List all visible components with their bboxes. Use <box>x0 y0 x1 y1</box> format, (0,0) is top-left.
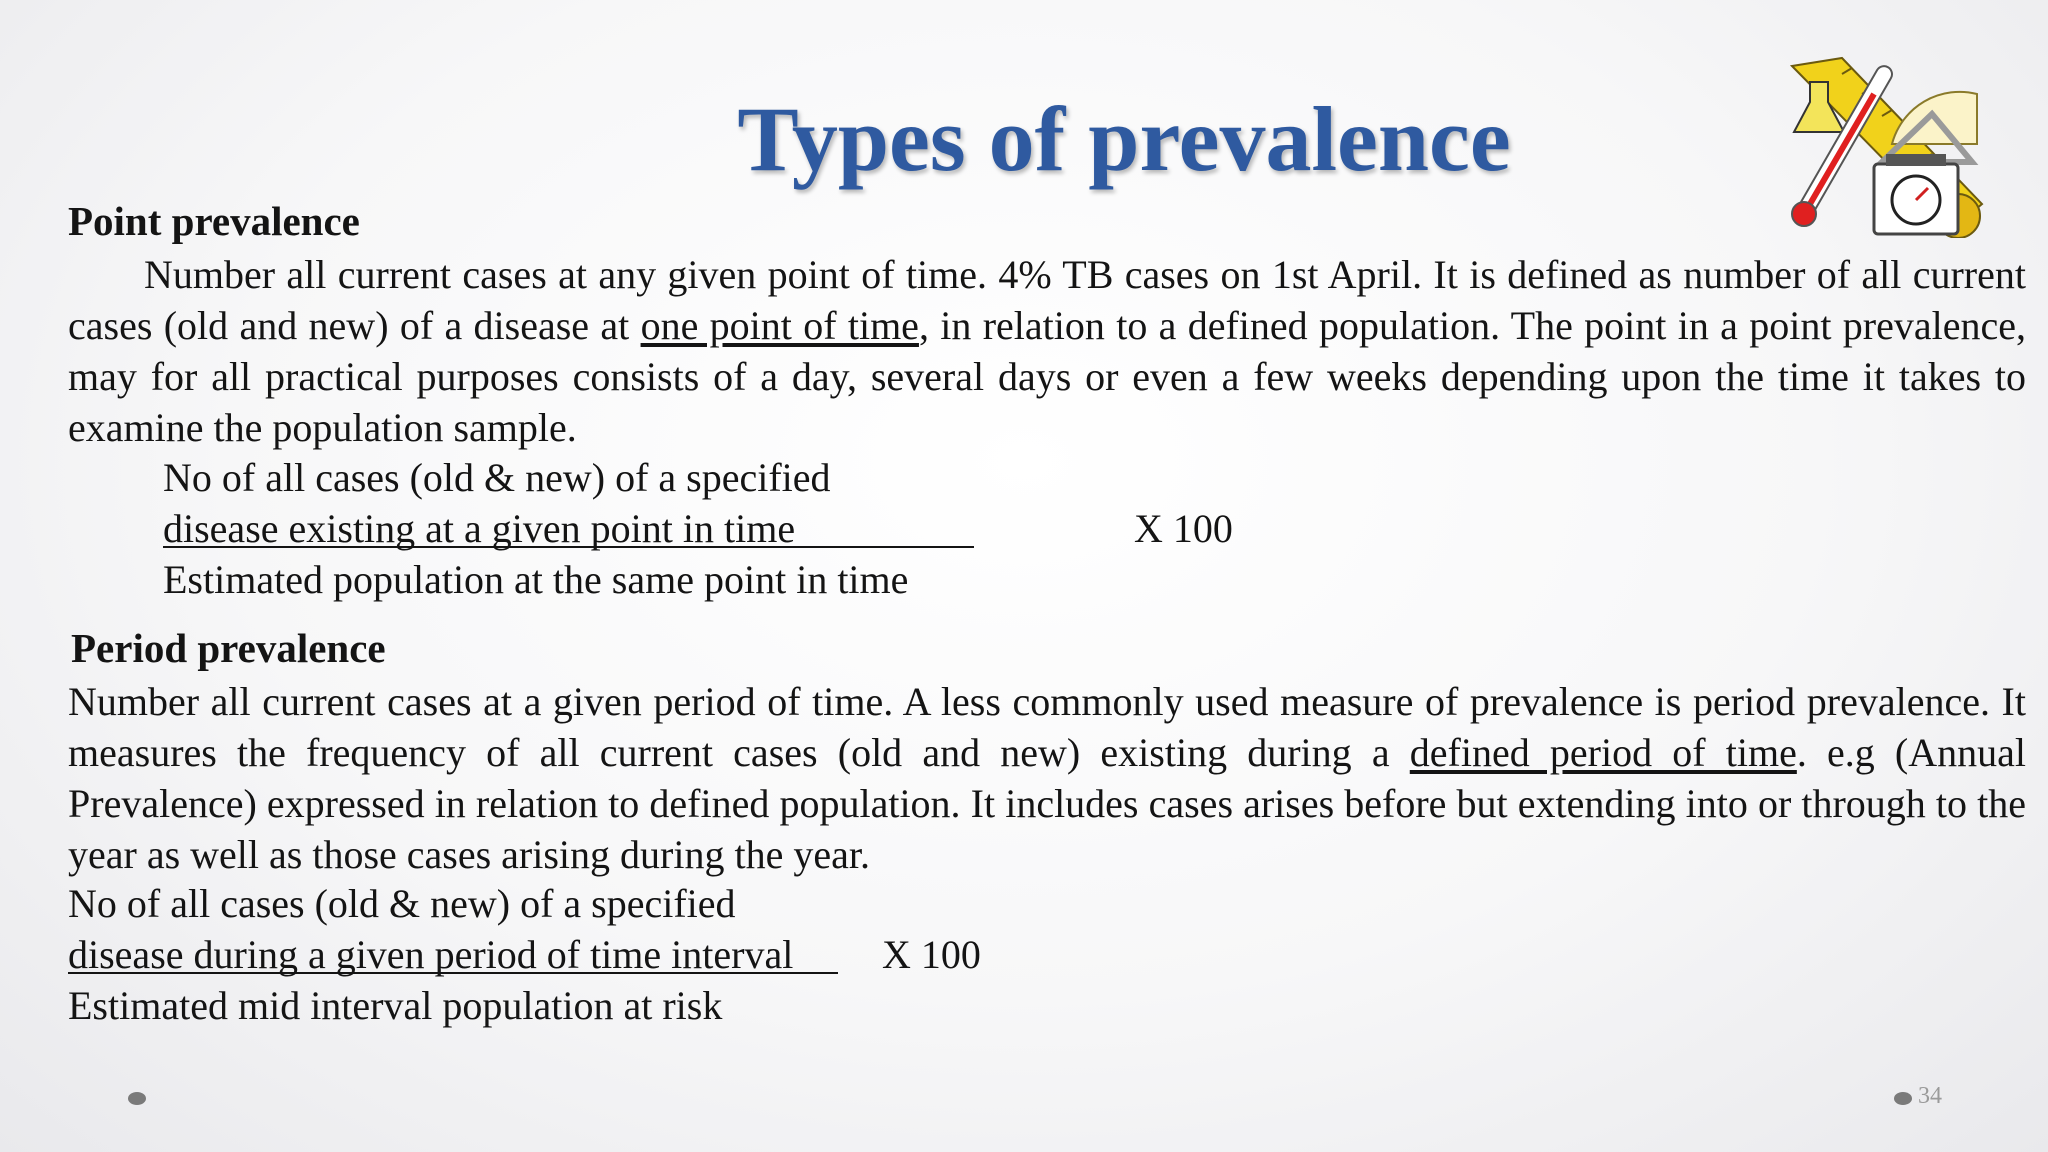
point-formula-denominator: Estimated population at the same point in time <box>163 557 909 602</box>
slide-title: Types of prevalence <box>737 88 1511 190</box>
period-formula-numerator-2: disease during a given period of time interval <box>68 932 794 977</box>
period-formula-numerator-1: No of all cases (old & new) of a specified <box>68 881 736 926</box>
period-prevalence-heading: Period prevalence <box>71 625 386 671</box>
point-formula-fraction-bar <box>163 546 974 548</box>
period-prevalence-paragraph <box>68 676 2026 880</box>
period-text-1: Number all current cases at a given period of time. A less commonly used measure of prevalence is period prevalence. It measures the frequency of all current cases (old and new) existing during a <box>68 679 2026 775</box>
point-underlined-term: one point of time <box>640 303 919 348</box>
right-footer-dot <box>1894 1092 1912 1105</box>
left-footer-dot <box>128 1092 146 1105</box>
point-prevalence-heading: Point prevalence <box>68 198 360 244</box>
point-prevalence-section <box>68 196 2026 453</box>
point-formula-multiplier: X 100 <box>1134 506 1233 551</box>
point-formula-numerator-1: No of all cases (old & new) of a specified <box>163 455 831 500</box>
period-formula-multiplier: X 100 <box>882 932 981 977</box>
period-prevalence-section <box>68 623 2026 880</box>
period-formula-denominator: Estimated mid interval population at risk <box>68 983 723 1028</box>
point-formula-numerator-2: disease existing at a given point in time <box>163 506 796 551</box>
point-text-2: , in relation to a defined population. The point in a point prevalence, may for all practical purposes consists of a day, several days or even a few weeks depending upon the time it takes to examine the population sample. <box>68 303 2026 450</box>
period-text-2: . e.g (Annual Prevalence) expressed in relation to defined population. It includes cases arises before but extending into or through to the year as well as those cases arising during the year. <box>68 730 2026 877</box>
period-underlined-term: defined period of time <box>1409 730 1797 775</box>
point-text-1: Number all current cases at any given point of time. 4% TB cases on 1st April. It is defined as number of all current cases (old and new) of a disease at <box>68 252 2026 348</box>
page-number: 34 <box>1918 1083 1942 1109</box>
point-prevalence-paragraph <box>68 249 2026 453</box>
period-formula-fraction-bar <box>68 972 838 974</box>
